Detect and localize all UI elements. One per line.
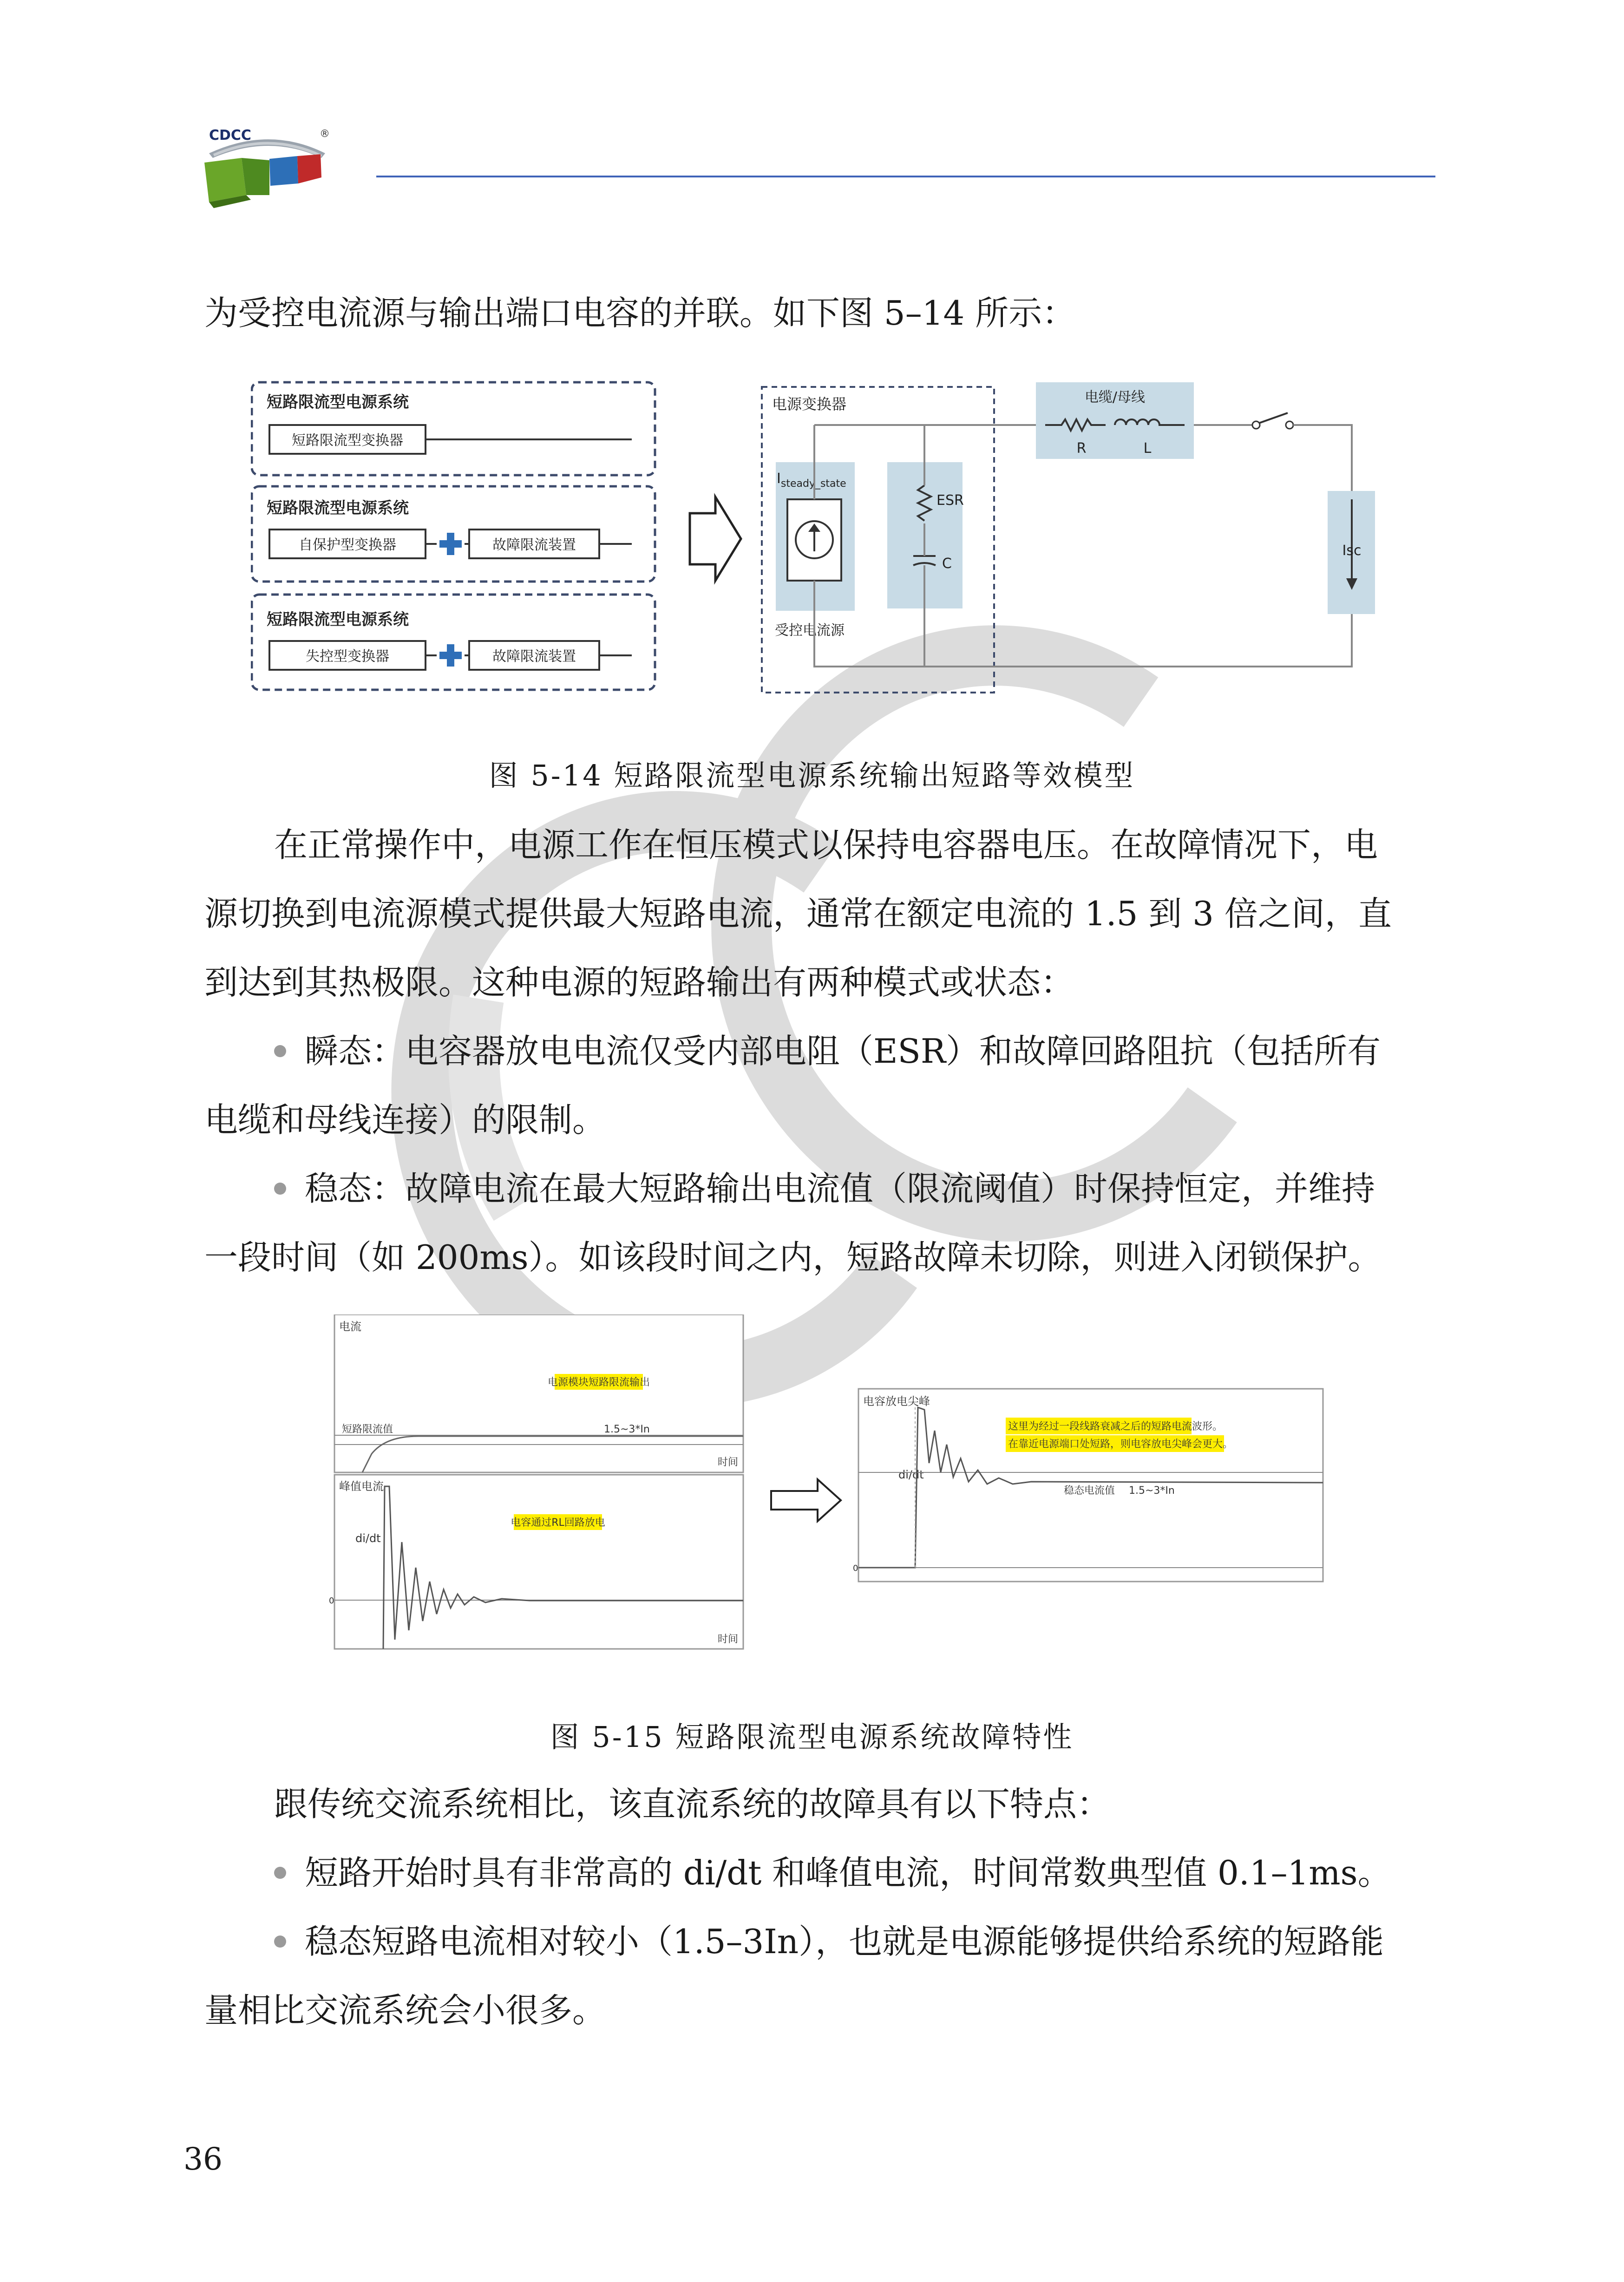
- system-1-box: 短路限流型变换器: [292, 432, 403, 449]
- bottom-highlight: 电容通过RL回路放电: [511, 1517, 605, 1529]
- system-3-title: 短路限流型电源系统: [267, 610, 409, 629]
- source-label: 受控电流源: [775, 622, 845, 639]
- fault-characteristic-charts: [325, 1314, 1329, 1695]
- right-arrow-icon: [690, 497, 741, 581]
- i-steady-main: I: [777, 471, 781, 487]
- system-2-box2: 故障限流装置: [492, 537, 576, 553]
- page-number: 36: [183, 2141, 223, 2177]
- top-ylabel: 电流: [339, 1320, 361, 1333]
- bottom-didt: di/dt: [355, 1532, 381, 1545]
- paragraph-features: [204, 1770, 1440, 2045]
- bullet-dot-icon: [274, 1935, 286, 1948]
- bullet-text-cont: 量相比交流系统会小很多。: [204, 1991, 606, 2030]
- figure-5-15-caption: 图 5-15 短路限流型电源系统故障特性: [550, 1720, 1074, 1754]
- bullet-dot-icon: [274, 1045, 286, 1057]
- bullet-transient: [204, 1017, 1440, 1085]
- top-ratio: 1.5~3*In: [604, 1424, 650, 1435]
- intro-paragraph: [204, 279, 1440, 347]
- bullet-dot-icon: [274, 1867, 286, 1879]
- right-note-line2: 在靠近电源端口处短路，则电容放电尖峰会更大。: [1008, 1439, 1233, 1450]
- cable-label: 电缆/母线: [1084, 389, 1146, 405]
- system-1-title: 短路限流型电源系统: [267, 393, 409, 412]
- right-note-line1: 这里为经过一段线路衰减之后的短路电流波形。: [1008, 1421, 1223, 1432]
- logo-registered-mark: ®: [320, 128, 330, 140]
- paragraph-line: 跟传统交流系统相比，该直流系统的故障具有以下特点：: [274, 1785, 1111, 1824]
- system-2-box1: 自保护型变换器: [299, 537, 396, 553]
- system-3-box1: 失控型变换器: [306, 648, 389, 665]
- isc-label: Isc: [1342, 543, 1362, 559]
- plus-icon: [439, 644, 462, 667]
- bullet-text-cont: 电缆和母线连接）的限制。: [204, 1100, 606, 1139]
- right-didt: di/dt: [898, 1468, 924, 1481]
- l-label: L: [1143, 440, 1152, 457]
- plus-icon: [439, 533, 462, 555]
- right-level-label: 稳态电流值: [1064, 1485, 1115, 1497]
- bullet-steady: [204, 1154, 1440, 1223]
- top-highlight: 电源模块短路限流输出: [547, 1377, 650, 1388]
- bullet-text: 稳态：故障电流在最大短路输出电流值（限流阈值）时保持恒定，并维持: [305, 1169, 1375, 1208]
- right-zero: 0: [853, 1563, 858, 1573]
- paragraph-normal-operation: [204, 811, 1440, 1292]
- header-rule: [376, 176, 1435, 177]
- logo-text: CDCC: [209, 127, 251, 144]
- figure-5-14-caption: 图 5-14 短路限流型电源系统输出短路等效模型: [489, 758, 1135, 792]
- header-logo: [200, 125, 348, 209]
- right-ratio: 1.5~3*In: [1129, 1485, 1175, 1497]
- bullet-text: 稳态短路电流相对较小（1.5–3In），也就是电源能够提供给系统的短路能: [305, 1922, 1384, 1961]
- system-2-title: 短路限流型电源系统: [267, 499, 409, 517]
- paragraph-line: 到达到其热极限。这种电源的短路输出有两种模式或状态：: [204, 963, 1074, 1002]
- equivalent-model-diagram: [251, 379, 1375, 704]
- bullet-steady-current: [204, 1907, 1440, 1976]
- bullet-text-cont: 一段时间（如 200ms）。如该段时间之内，短路故障未切除，则进入闭锁保护。: [204, 1238, 1382, 1277]
- c-label: C: [942, 556, 952, 572]
- converter-title: 电源变换器: [772, 395, 847, 413]
- figure-5-14: [251, 379, 1375, 704]
- switch-icon: [1259, 413, 1288, 423]
- top-level-label: 短路限流值: [342, 1424, 393, 1435]
- esr-label: ESR: [936, 492, 964, 509]
- bottom-zero: 0: [329, 1596, 334, 1606]
- figure-5-15: [325, 1314, 1329, 1695]
- intro-line: 为受控电流源与输出端口电容的并联。如下图 5–14 所示：: [204, 294, 1076, 333]
- bullet-text: 瞬态：电容器放电电流仅受内部电阻（ESR）和故障回路阻抗（包括所有: [305, 1032, 1381, 1071]
- right-arrow-icon: [771, 1479, 841, 1521]
- bottom-xlabel: 时间: [718, 1634, 739, 1645]
- r-label: R: [1076, 440, 1087, 457]
- bullet-didt: [204, 1838, 1440, 1907]
- i-steady-sub: steady_state: [780, 478, 846, 490]
- bullet-text: 短路开始时具有非常高的 di/dt 和峰值电流，时间常数典型值 0.1–1ms。: [305, 1853, 1391, 1892]
- bottom-ylabel: 峰值电流: [339, 1480, 384, 1493]
- system-3-box2: 故障限流装置: [492, 648, 576, 665]
- top-xlabel: 时间: [718, 1457, 739, 1468]
- right-ylabel: 电容放电尖峰: [863, 1395, 930, 1408]
- paragraph-line: 在正常操作中，电源工作在恒压模式以保持电容器电压。在故障情况下，电: [274, 825, 1378, 864]
- bullet-dot-icon: [274, 1183, 286, 1195]
- paragraph-line: 源切换到电流源模式提供最大短路电流，通常在额定电流的 1.5 到 3 倍之间，直: [204, 894, 1392, 933]
